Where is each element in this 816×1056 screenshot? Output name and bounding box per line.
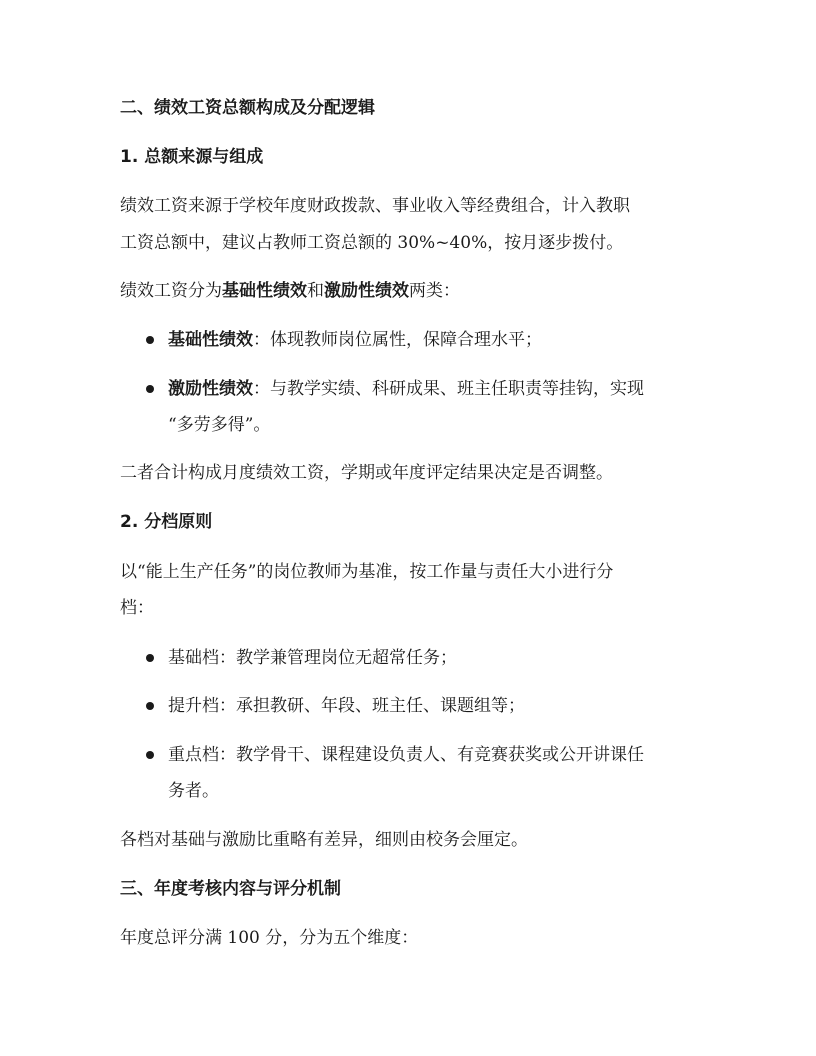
list-item-key-tier — [168, 739, 644, 772]
basic-performance-text: ：体现教师岗位属性，保障合理水平； — [253, 330, 542, 350]
bullet-dot — [146, 751, 154, 759]
categories-incentive-bold: 激励性绩效 — [324, 281, 409, 301]
basic-performance-label: 基础性绩效 — [168, 330, 253, 350]
paragraph-funding-line-2: 工资总额中，建议占教师工资总额的 30%~40%，按月逐步拨付。 — [120, 233, 624, 253]
list-item-key-tier-cont: 务者。 — [168, 781, 219, 801]
paragraph-tiering-line-1: 以“能上生产任务”的岗位教师为基准，按工作量与责任大小进行分 — [120, 562, 614, 582]
subsection-2-heading: 2. 分档原则 — [120, 512, 213, 532]
paragraph-combined: 二者合计构成月度绩效工资，学期或年度评定结果决定是否调整。 — [120, 463, 613, 483]
section-2-heading: 二、绩效工资总额构成及分配逻辑 — [120, 98, 375, 118]
list-item-basic-tier — [168, 642, 457, 675]
categories-prefix: 绩效工资分为 — [120, 281, 222, 301]
list-item-incentive-performance-cont: “多劳多得”。 — [168, 415, 271, 435]
key-tier-text: 重点档：教学骨干、课程建设负责人、有竞赛获奖或公开讲课任 — [168, 745, 644, 765]
incentive-performance-label: 激励性绩效 — [168, 379, 253, 399]
bullet-dot — [146, 702, 154, 710]
categories-basic-bold: 基础性绩效 — [222, 281, 307, 301]
basic-tier-text: 基础档：教学兼管理岗位无超常任务； — [168, 648, 457, 668]
paragraph-annual-score: 年度总评分满 100 分，分为五个维度： — [120, 928, 419, 948]
incentive-performance-text: ：与教学实绩、科研成果、班主任职责等挂钩，实现 — [253, 379, 644, 399]
categories-suffix: 两类： — [409, 281, 460, 301]
bullet-dot — [146, 654, 154, 662]
advanced-tier-text: 提升档：承担教研、年段、班主任、课题组等； — [168, 696, 525, 716]
paragraph-tiering-line-2: 档： — [120, 598, 154, 618]
paragraph-categories — [120, 275, 460, 308]
subsection-1-heading: 1. 总额来源与组成 — [120, 147, 264, 167]
bullet-dot — [146, 336, 154, 344]
list-item-basic-performance — [168, 324, 542, 357]
list-item-advanced-tier — [168, 690, 525, 723]
categories-mid: 和 — [307, 281, 324, 301]
list-item-incentive-performance — [168, 373, 644, 406]
section-3-heading: 三、年度考核内容与评分机制 — [120, 879, 341, 899]
paragraph-funding-line-1: 绩效工资来源于学校年度财政拨款、事业收入等经费组合，计入教职 — [120, 196, 630, 216]
bullet-dot — [146, 385, 154, 393]
paragraph-tier-ratio: 各档对基础与激励比重略有差异，细则由校务会厘定。 — [120, 830, 528, 850]
